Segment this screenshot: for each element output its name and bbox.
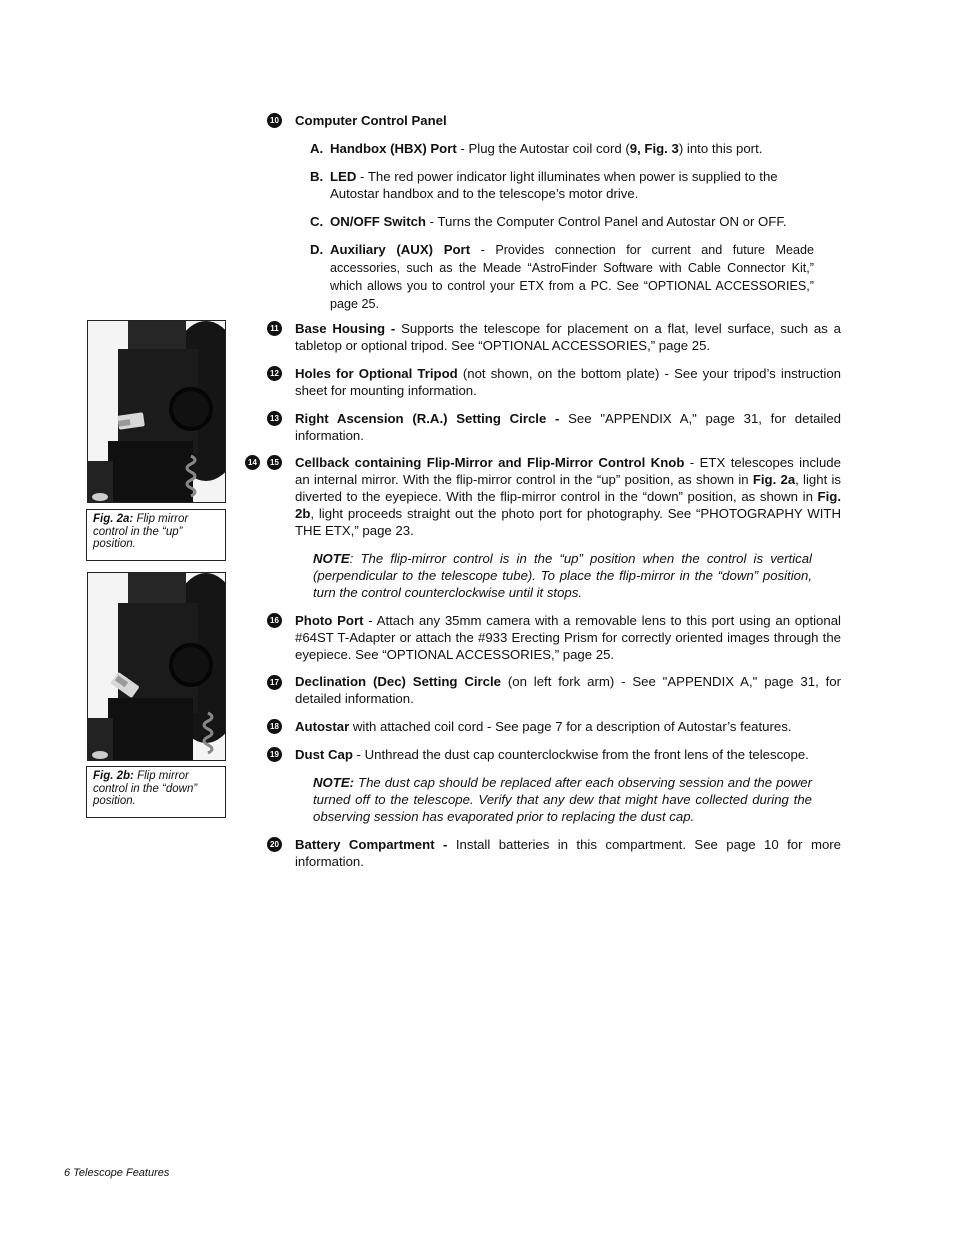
photo-port-item: Photo Port - Attach any 35mm camera with a removable lens to this port using an optional #64ST T-Adapter or attach the #933 Erecting Prism for correctly oriented images through the eyepiece. See “OPTIONAL ACCESSORIES,” page 25. bbox=[295, 613, 841, 662]
dust-cap-note: NOTE: The dust cap should be replaced after each observing session and the power turned off to the telescope. Verify that any dew that might have collected during the observing session has evaporated prior to replacing the dust cap. bbox=[313, 775, 812, 824]
item-number-18: 18 bbox=[267, 719, 282, 734]
item-number-15: 15 bbox=[267, 455, 282, 470]
fig-2a-caption: Fig. 2a: Flip mirror control in the “up” position. bbox=[86, 509, 226, 561]
telescope-flip-mirror-up-image bbox=[88, 321, 225, 502]
item-number-14: 14 bbox=[245, 455, 260, 470]
fig-2a-photo bbox=[87, 320, 226, 503]
base-housing-item: Base Housing - Supports the telescope for placement on a flat, level surface, such as a tabletop or optional tripod. See “OPTIONAL ACCESSORIES,” page 25. bbox=[295, 321, 841, 353]
computer-control-panel-heading: Computer Control Panel bbox=[295, 113, 447, 128]
tripod-holes-item: Holes for Optional Tripod (not shown, on the bottom plate) - See your tripod’s instruction sheet for mounting information. bbox=[295, 366, 841, 398]
item-number-12: 12 bbox=[267, 366, 282, 381]
handbox-port-item: A. Handbox (HBX) Port - Plug the Autostar coil cord (9, Fig. 3) into this port. bbox=[310, 141, 763, 156]
item-number-20: 20 bbox=[267, 837, 282, 852]
dust-cap-item: Dust Cap - Unthread the dust cap counterclockwise from the front lens of the telescope. bbox=[295, 747, 809, 762]
item-number-10: 10 bbox=[267, 113, 282, 128]
item-number-19: 19 bbox=[267, 747, 282, 762]
item-number-11: 11 bbox=[267, 321, 282, 336]
onoff-switch-item: C. ON/OFF Switch - Turns the Computer Control Panel and Autostar ON or OFF. bbox=[310, 214, 787, 229]
telescope-flip-mirror-down-image bbox=[88, 573, 225, 760]
page-footer: 6 Telescope Features bbox=[64, 1167, 170, 1179]
fig-2b-photo bbox=[87, 572, 226, 761]
fig-2b-caption: Fig. 2b: Flip mirror control in the “down” position. bbox=[86, 766, 226, 818]
item-number-13: 13 bbox=[267, 411, 282, 426]
declination-setting-circle-item: Declination (Dec) Setting Circle (on left fork arm) - See "APPENDIX A," page 31, for detailed information. bbox=[295, 674, 841, 706]
ra-setting-circle-item: Right Ascension (R.A.) Setting Circle - See "APPENDIX A," page 31, for detailed information. bbox=[295, 411, 841, 443]
item-number-17: 17 bbox=[267, 675, 282, 690]
autostar-item: Autostar with attached coil cord - See page 7 for a description of Autostar’s features. bbox=[295, 719, 792, 734]
flip-mirror-note: NOTE: The flip-mirror control is in the “up” position when the control is vertical (perpendicular to the telescope tube). To place the flip-mirror in the “down” position, turn the control counterclockwise until it stops. bbox=[313, 551, 812, 600]
battery-compartment-item: Battery Compartment - Install batteries in this compartment. See page 10 for more information. bbox=[295, 837, 842, 869]
cellback-flip-mirror-item: Cellback containing Flip-Mirror and Flip-Mirror Control Knob - ETX telescopes include an internal mirror. With the flip-mirror control in the “up” position, as shown in Fig. 2a, light is diverted to the eyepiece. With the flip-mirror control in the “down” position, as shown in Fig. 2b, light proceeds straight out the photo port for photography. See “PHOTOGRAPHY WITH THE ETX,” page 23. bbox=[295, 455, 841, 538]
led-item: B. LED - The red power indicator light illuminates when power is supplied to the Autostar handbox and to the telescope’s motor drive. bbox=[310, 169, 778, 201]
aux-port-item: D. Auxiliary (AUX) Port - Provides connection for current and future Meade accessories, such as the Meade “AstroFinder Software with Cable Connector Kit,” which allows you to control your ETX from a PC. See “OPTIONAL ACCESSORIES,” page 25. bbox=[310, 242, 814, 311]
item-number-16: 16 bbox=[267, 613, 282, 628]
